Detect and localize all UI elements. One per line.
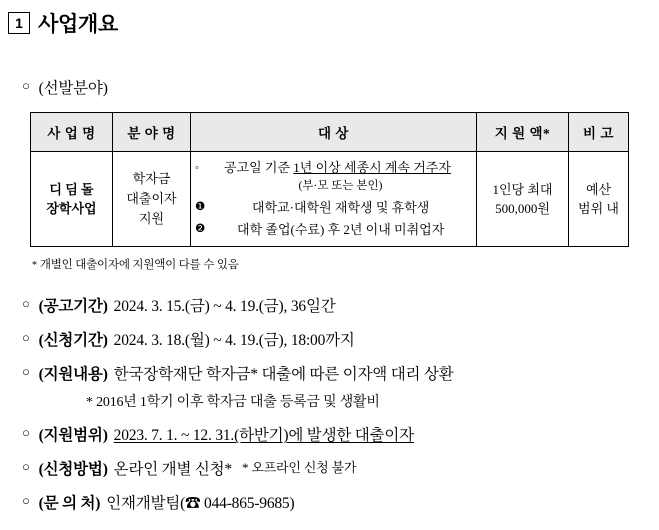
amount-line2: 500,000원 bbox=[495, 201, 550, 217]
contact-label: (문 의 처) bbox=[38, 495, 101, 513]
scholarship-table bbox=[30, 112, 629, 247]
field-name-line3: 지원 bbox=[138, 211, 165, 227]
support-content-subnote: * 2016년 1학기 이후 학자금 대출 등록금 및 생활비 bbox=[86, 395, 380, 411]
field-name-line2: 대출이자 bbox=[126, 191, 177, 207]
table-footnote bbox=[32, 256, 659, 272]
cell-target bbox=[191, 152, 477, 247]
target-bullet-text: 공고일 기준 1년 이상 세종시 계속 거주자 bbox=[223, 160, 451, 175]
support-range-label: (지원범위) bbox=[38, 427, 108, 445]
application-method-inline-note: * 오프라인 신청 불가 bbox=[241, 460, 357, 476]
cell-field-name bbox=[113, 152, 191, 247]
number-two-icon: ❷ bbox=[195, 223, 206, 236]
target-item1-line bbox=[195, 198, 472, 218]
target-item2-line bbox=[195, 220, 472, 240]
business-name-line2: 장학사업 bbox=[46, 201, 97, 217]
target-bullet-underline: 1년 이상 세종시 계속 거주자 bbox=[293, 160, 451, 175]
cell-remark bbox=[569, 152, 629, 247]
application-period-value: 2024. 3. 18.(월) ~ 4. 19.(금), 18:00까지 bbox=[113, 332, 355, 350]
table-header-row bbox=[31, 113, 629, 152]
table-header-cell: 사 업 명 bbox=[31, 113, 113, 152]
target-bullet-line bbox=[195, 158, 472, 178]
amount-line1: 1인당 최대 bbox=[492, 181, 553, 197]
title-number-box: 1 bbox=[8, 12, 30, 34]
table-header-cell: 분 야 명 bbox=[113, 113, 191, 152]
table-row bbox=[31, 152, 629, 247]
circle-bullet-icon: ○ bbox=[22, 330, 30, 346]
contact-value: 인재개발팀(☎ 044-865-9685) bbox=[106, 495, 295, 513]
target-item2-text: 대학 졸업(수료) 후 2년 이내 미취업자 bbox=[237, 222, 445, 238]
circle-bullet-icon: ○ bbox=[22, 459, 30, 475]
document-page bbox=[0, 8, 659, 530]
list-item-contact bbox=[22, 491, 659, 513]
list-item-support-content bbox=[22, 362, 659, 384]
table-header-cell: 대 상 bbox=[191, 113, 477, 152]
list-item-application-period bbox=[22, 328, 659, 350]
table-footnote-text: 개별인 대출이자에 지원액이 다를 수 있음 bbox=[39, 259, 239, 272]
asterisk-icon: * bbox=[32, 260, 37, 272]
detail-list bbox=[22, 294, 659, 513]
target-item1-text: 대학교·대학원 재학생 및 휴학생 bbox=[251, 199, 430, 215]
support-content-label: (지원내용) bbox=[38, 366, 108, 384]
table-header-cell: 비 고 bbox=[569, 113, 629, 152]
small-circle-bullet-icon: ◦ bbox=[195, 162, 199, 174]
notice-period-value: 2024. 3. 15.(금) ~ 4. 19.(금), 36일간 bbox=[113, 298, 336, 316]
scholarship-table-wrapper bbox=[30, 112, 628, 247]
section-selection-field-label: (선발분야) bbox=[38, 80, 108, 97]
table-header-cell: 지 원 액* bbox=[477, 113, 569, 152]
support-content-value: 한국장학재단 학자금* 대출에 따른 이자액 대리 상환 bbox=[113, 366, 454, 384]
circle-bullet-icon: ○ bbox=[22, 364, 30, 380]
remark-line2: 범위 내 bbox=[578, 201, 619, 217]
title-text: 사업개요 bbox=[38, 12, 118, 36]
cell-support-amount bbox=[477, 152, 569, 247]
page-title bbox=[8, 8, 659, 38]
section-selection-field bbox=[22, 76, 659, 98]
field-name-line1: 학자금 bbox=[132, 170, 171, 186]
target-sub-line bbox=[209, 178, 472, 196]
list-item-support-range bbox=[22, 423, 659, 445]
cell-business-name bbox=[31, 152, 113, 247]
remark-line1: 예산 bbox=[585, 181, 612, 197]
application-method-label: (신청방법) bbox=[38, 461, 108, 479]
business-name-line1: 디 딤 돌 bbox=[49, 181, 94, 197]
list-item-notice-period bbox=[22, 294, 659, 316]
application-period-label: (신청기간) bbox=[38, 332, 108, 350]
circle-bullet-icon: ○ bbox=[22, 78, 30, 93]
notice-period-label: (공고기간) bbox=[38, 298, 108, 316]
list-item-application-method bbox=[22, 457, 659, 479]
circle-bullet-icon: ○ bbox=[22, 493, 30, 509]
application-method-value: 온라인 개별 신청* bbox=[113, 461, 232, 479]
support-range-value: 2023. 7. 1. ~ 12. 31.(하반기)에 발생한 대출이자 bbox=[113, 427, 414, 445]
circle-bullet-icon: ○ bbox=[22, 296, 30, 312]
number-one-icon: ❶ bbox=[195, 200, 206, 213]
circle-bullet-icon: ○ bbox=[22, 425, 30, 441]
target-sub-text: (부·모 또는 본인) bbox=[298, 180, 383, 193]
